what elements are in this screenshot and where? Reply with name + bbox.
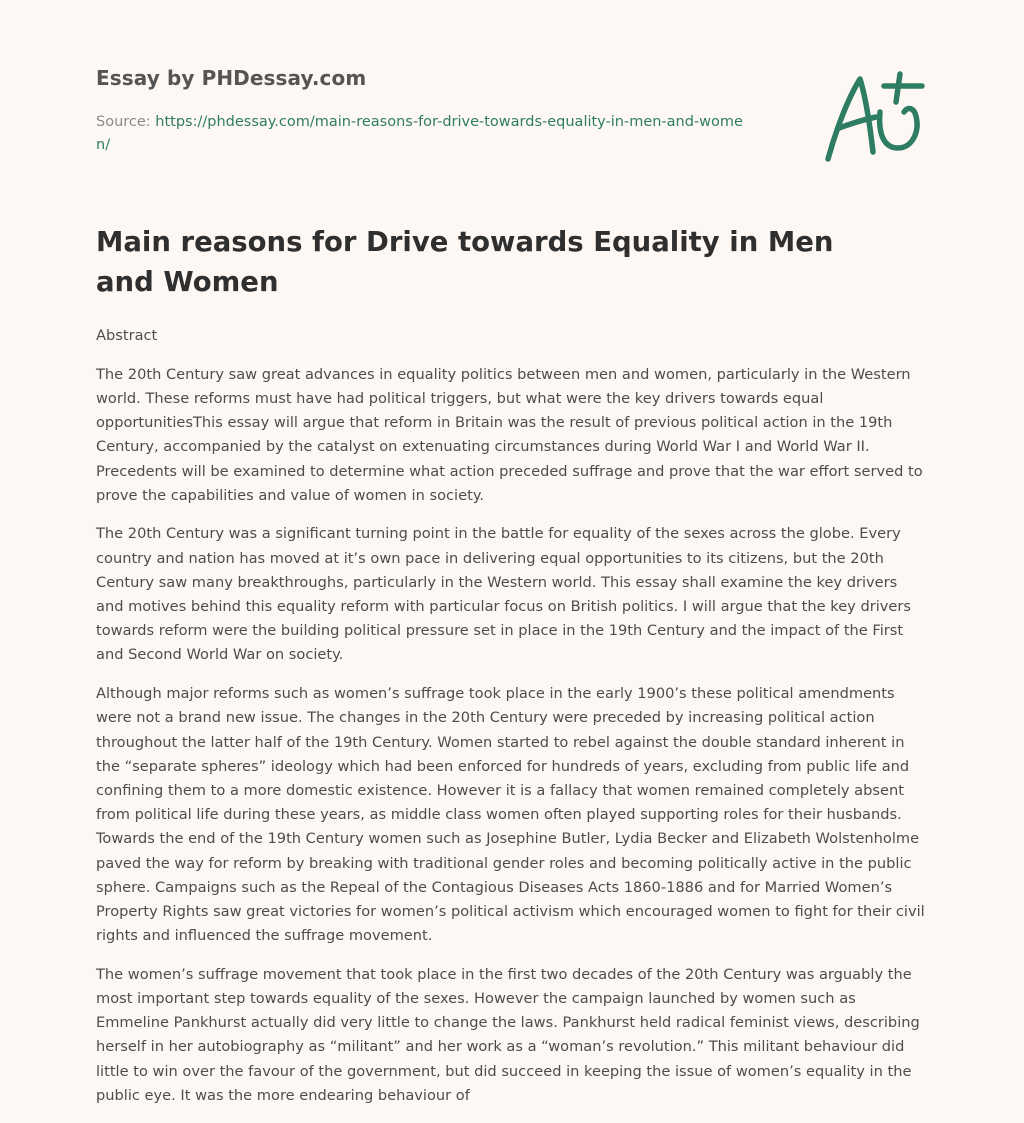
source-link[interactable]: https://phdessay.com/main-reasons-for-drive-towards-equality-in-men-and-women/ [96, 114, 743, 153]
abstract-heading: Abstract [96, 327, 158, 344]
paragraph: The 20th Century saw great advances in equality politics between men and women, particularly in the Western world. These reforms must have had political triggers, but what were the key drivers towards equal opportunitiesThis essay will argue that reform in Britain was the result of previous political action in the 19th Century, accompanied by the catalyst on extenuating circumstances during World War I and World War II. Precedents will be examined to determine what action preceded suffrage and prove that the war effort served to prove the capabilities and value of women in society. [96, 365, 923, 504]
essay-body [96, 324, 928, 1123]
site-title: Essay by PHDessay.com [96, 66, 367, 90]
a-plus-logo-icon [822, 68, 926, 166]
source-label: Source: [96, 114, 151, 130]
paragraph: Although major reforms such as women’s suffrage took place in the early 1900’s these political amendments were not a brand new issue. The changes in the 20th Century were preceded by increasing political action throughout the latter half of the 19th Century. Women started to rebel against the double standard inherent in the “separate spheres” ideology which had been enforced for hundreds of years, excluding from public life and confining them to a more domestic existence. However it is a fallacy that women remained completely absent from political life during these years, as middle class women often played supporting roles for their husbands. Towards the end of the 19th Century women such as Josephine Butler, Lydia Becker and Elizabeth Wolstenholme paved the way for reform by breaking with traditional gender roles and becoming politically active in the public sphere. Campaigns such as the Repeal of the Contagious Diseases Acts 1860-1886 and for Married Women’s Property Rights saw great victories for women’s political activism which encouraged women to fight for their civil rights and influenced the suffrage movement. [96, 685, 925, 945]
source-line [96, 111, 756, 157]
paragraph: The 20th Century was a significant turning point in the battle for equality of the sexes across the globe. Every country and nation has moved at it’s own pace in delivering equal opportunities to its citizens, but the 20th Century saw many breakthroughs, particularly in the Western world. This essay shall examine the key drivers and motives behind this equality reform with particular focus on British politics. I will argue that the key drivers towards reform were the building political pressure set in place in the 19th Century and the impact of the First and Second World War on society. [96, 525, 911, 664]
essay-title: Main reasons for Drive towards Equality in Men and Women [96, 226, 834, 298]
paragraph: The women’s suffrage movement that took place in the first two decades of the 20th Century was arguably the most important step towards equality of the sexes. However the campaign launched by women such as Emmeline Pankhurst actually did very little to change the laws. Pankhurst held radical feminist views, describing herself in her autobiography as “militant” and her work as a “woman’s revolution.” This militant behaviour did little to win over the favour of the government, but did succeed in keeping the issue of women’s equality in the public eye. It was the more endearing behaviour of [96, 965, 920, 1104]
